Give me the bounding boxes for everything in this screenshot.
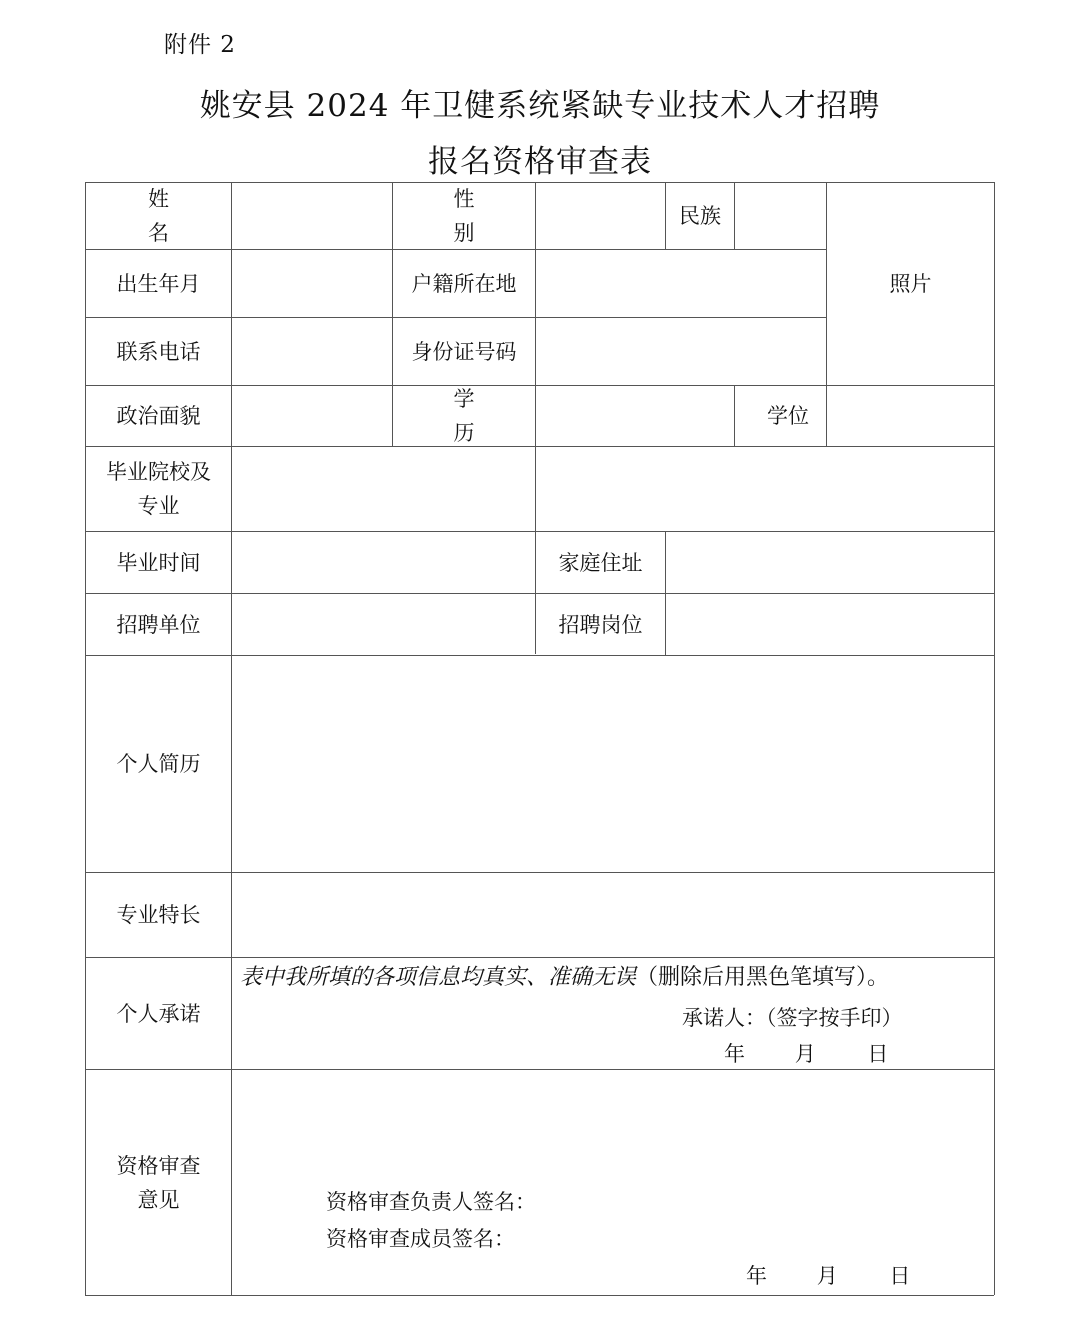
label-school-line1: 毕业院校及 (106, 460, 211, 484)
hukou-field[interactable] (536, 250, 826, 317)
ethnicity-field[interactable] (735, 183, 826, 249)
phone-field[interactable] (232, 318, 392, 385)
employer-field[interactable] (232, 594, 535, 655)
label-address: 家庭住址 (558, 550, 643, 575)
review-member-signature[interactable]: 资格审查成员签名： (326, 1227, 515, 1251)
label-political: 政治面貌 (116, 404, 201, 428)
commitment-day: 日 (867, 1042, 889, 1066)
label-school-major (86, 447, 231, 531)
form-title: 姚安县 2024 年卫健系统紧缺专业技术人才招聘 (199, 88, 881, 124)
table-border-right (994, 182, 995, 1295)
label-employer: 招聘单位 (116, 612, 201, 637)
id-number-field[interactable] (536, 318, 826, 385)
commitment-year: 年 (724, 1042, 745, 1066)
birth-field[interactable] (232, 250, 392, 317)
review-month: 月 (816, 1264, 838, 1288)
label-promise: 个人承诺 (116, 1001, 201, 1026)
label-school-line2: 专业 (137, 494, 180, 518)
label-degree: 学位 (767, 404, 809, 428)
label-resume: 个人简历 (116, 752, 201, 776)
form-subtitle: 报名资格审查表 (428, 144, 652, 180)
name-field[interactable] (232, 183, 392, 249)
label-gender: 性 别 (453, 187, 505, 245)
degree-field[interactable] (842, 386, 994, 446)
label-id-number: 身份证号码 (411, 339, 517, 364)
commitment-statement (240, 960, 1000, 991)
position-field[interactable] (666, 594, 994, 655)
label-ethnicity: 民族 (679, 204, 721, 228)
commitment-month: 月 (794, 1042, 816, 1066)
label-review-line2: 意见 (137, 1187, 180, 1212)
label-specialty: 专业特长 (116, 903, 201, 927)
review-date[interactable] (746, 1260, 910, 1290)
table-border-bottom (85, 1295, 994, 1296)
label-phone: 联系电话 (116, 339, 201, 364)
political-field[interactable] (232, 386, 392, 446)
label-birth: 出生年月 (116, 271, 201, 296)
label-name: 姓 名 (148, 187, 270, 245)
review-year: 年 (746, 1264, 767, 1288)
review-leader-signature[interactable]: 资格审查负责人签名： (326, 1190, 536, 1214)
label-review-line1: 资格审查 (116, 1153, 201, 1178)
specialty-field[interactable] (232, 873, 994, 957)
commitment-signer[interactable]: 承诺人：（签字按手印） (682, 1006, 903, 1030)
label-review (86, 1070, 231, 1295)
photo-box[interactable]: 照片 (889, 272, 932, 296)
school-major-field[interactable] (232, 447, 994, 531)
address-field[interactable] (666, 532, 994, 593)
label-position: 招聘岗位 (558, 612, 643, 637)
commitment-date[interactable] (724, 1038, 888, 1068)
grad-time-field[interactable] (232, 532, 535, 593)
education-field[interactable] (536, 386, 734, 446)
label-grad-time: 毕业时间 (116, 550, 201, 575)
review-day: 日 (889, 1264, 911, 1288)
commitment-text: 表中我所填的各项信息均真实、准确无误 (240, 965, 637, 990)
resume-field[interactable] (232, 656, 994, 872)
gender-field[interactable] (536, 183, 665, 249)
label-education: 学 历 (453, 387, 505, 445)
attachment-label: 附件 2 (164, 32, 236, 58)
label-hukou: 户籍所在地 (411, 271, 517, 296)
commitment-note: （删除后用黑色笔填写）。 (636, 965, 890, 990)
